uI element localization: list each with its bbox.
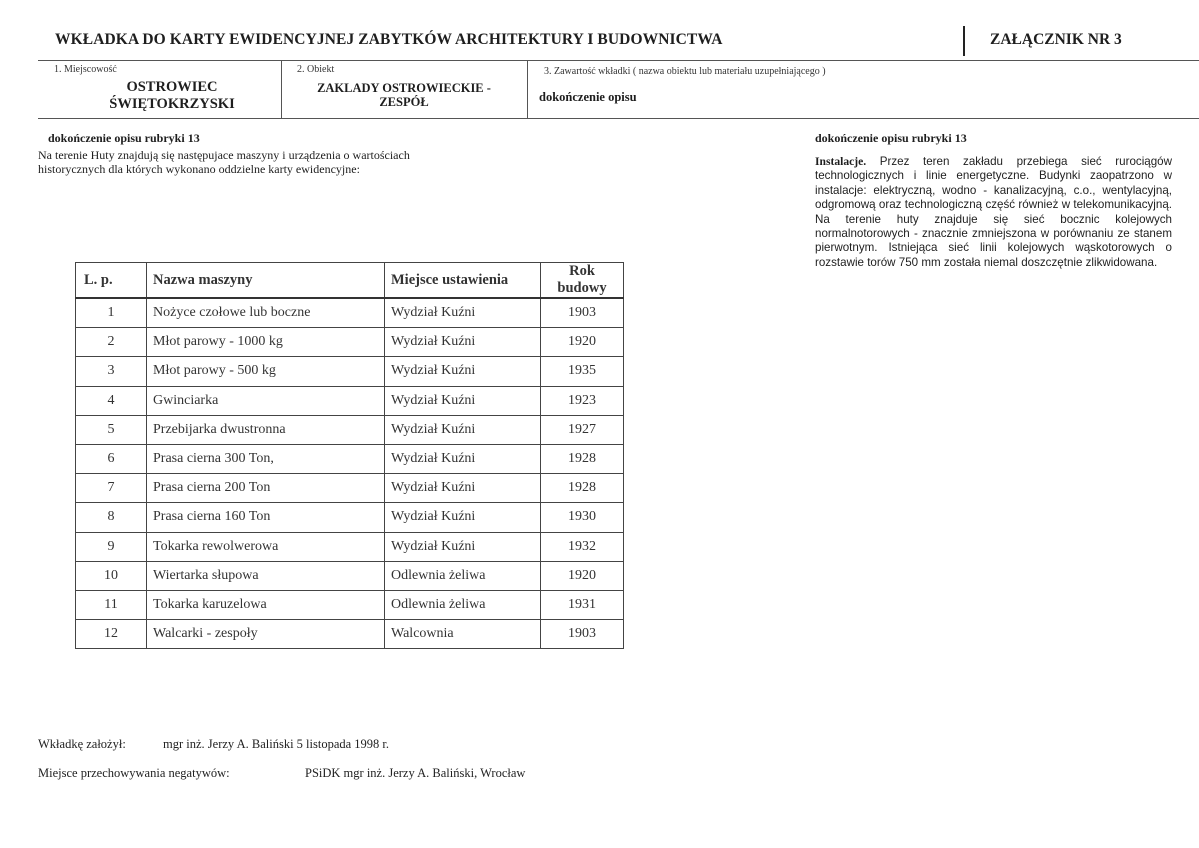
annex-number: ZAŁĄCZNIK NR 3 bbox=[990, 31, 1122, 48]
table-row bbox=[76, 298, 624, 328]
location-label: 1. Miejscowość bbox=[54, 64, 117, 75]
cell-year: 1928 bbox=[541, 444, 624, 473]
cell-lp: 5 bbox=[76, 415, 147, 444]
cell-lp: 1 bbox=[76, 298, 147, 328]
cell-year: 1923 bbox=[541, 386, 624, 415]
table-row bbox=[76, 415, 624, 444]
table-row bbox=[76, 590, 624, 619]
cell-year: 1920 bbox=[541, 328, 624, 357]
cell-place: Wydział Kuźni bbox=[385, 298, 541, 328]
content-label: 3. Zawartość wkładki ( nazwa obiektu lub materiału uzupełniającego ) bbox=[544, 66, 826, 77]
table-row bbox=[76, 474, 624, 503]
table-row bbox=[76, 503, 624, 532]
cell-place: Wydział Kuźni bbox=[385, 386, 541, 415]
cell-place: Wydział Kuźni bbox=[385, 328, 541, 357]
table-row bbox=[76, 532, 624, 561]
cell-place: Odlewnia żeliwa bbox=[385, 590, 541, 619]
object-value bbox=[288, 81, 520, 109]
cell-place: Odlewnia żeliwa bbox=[385, 561, 541, 590]
header-divider bbox=[963, 26, 965, 56]
installations-lead: Instalacje. bbox=[815, 155, 867, 168]
cell-year: 1920 bbox=[541, 561, 624, 590]
left-section-heading: dokończenie opisu rubryki 13 bbox=[48, 131, 200, 145]
column-header-lp: L. p. bbox=[76, 263, 147, 299]
field-divider bbox=[281, 60, 282, 118]
cell-name: Młot parowy - 500 kg bbox=[147, 357, 385, 386]
cell-name: Walcarki - zespoły bbox=[147, 620, 385, 649]
negatives-location-value: PSiDK mgr inż. Jerzy A. Baliński, Wrocław bbox=[305, 766, 526, 780]
table-row bbox=[76, 357, 624, 386]
cell-year: 1935 bbox=[541, 357, 624, 386]
installations-paragraph bbox=[815, 155, 1172, 270]
cell-lp: 7 bbox=[76, 474, 147, 503]
cell-lp: 6 bbox=[76, 444, 147, 473]
object-line-2: ZESPÓŁ bbox=[379, 95, 429, 109]
installations-body: Przez teren zakładu przebiega sieć rurociągów technologicznych i linie energetyczne. Budynki zaopatrzono w instalacje: elektryczną, wodno - kanalizacyjną, c.o., wentylacyjną, odgromową oraz technologiczną część również w telekomunikacyjną. Na terenie huty znajduje się sieć bocznic kolejowych normalnotorowych - znacznie zmniejszona w porównaniu ze stanem pierwotnym. Istniejąca sieć linii kolejowych wąskotorowych o rozstawie torów 750 mm została niemal doszczętnie zlikwidowana. bbox=[815, 155, 1172, 269]
cell-name: Prasa cierna 200 Ton bbox=[147, 474, 385, 503]
right-section-heading: dokończenie opisu rubryki 13 bbox=[815, 131, 967, 145]
cell-lp: 10 bbox=[76, 561, 147, 590]
header-rule bbox=[38, 60, 1199, 61]
cell-place: Wydział Kuźni bbox=[385, 444, 541, 473]
cell-name: Przebijarka dwustronna bbox=[147, 415, 385, 444]
cell-name: Tokarka karuzelowa bbox=[147, 590, 385, 619]
cell-year: 1927 bbox=[541, 415, 624, 444]
cell-year: 1932 bbox=[541, 532, 624, 561]
cell-place: Wydział Kuźni bbox=[385, 415, 541, 444]
table-row bbox=[76, 444, 624, 473]
location-line-2: ŚWIĘTOKRZYSKI bbox=[109, 96, 235, 112]
cell-name: Młot parowy - 1000 kg bbox=[147, 328, 385, 357]
cell-name: Gwinciarka bbox=[147, 386, 385, 415]
cell-place: Wydział Kuźni bbox=[385, 532, 541, 561]
cell-name: Prasa cierna 300 Ton, bbox=[147, 444, 385, 473]
founded-by-label: Wkładkę założył: bbox=[38, 737, 126, 751]
cell-name: Wiertarka słupowa bbox=[147, 561, 385, 590]
cell-year: 1931 bbox=[541, 590, 624, 619]
cell-place: Wydział Kuźni bbox=[385, 503, 541, 532]
intro-paragraph: Na terenie Huty znajdują się następujace maszyny i urządzenia o wartościach historycznych dla których wykonano oddzielne karty ewidencyjne: bbox=[38, 148, 410, 176]
cell-name: Prasa cierna 160 Ton bbox=[147, 503, 385, 532]
column-header-place: Miejsce ustawienia bbox=[385, 263, 541, 299]
negatives-location-label: Miejsce przechowywania negatywów: bbox=[38, 766, 230, 780]
location-line-1: OSTROWIEC bbox=[126, 79, 218, 95]
fields-bottom-rule bbox=[38, 118, 1199, 119]
column-header-year: Rok budowy bbox=[541, 263, 624, 299]
table-row bbox=[76, 328, 624, 357]
column-header-name: Nazwa maszyny bbox=[147, 263, 385, 299]
cell-lp: 3 bbox=[76, 357, 147, 386]
cell-name: Tokarka rewolwerowa bbox=[147, 532, 385, 561]
machines-table bbox=[75, 262, 624, 649]
cell-place: Walcownia bbox=[385, 620, 541, 649]
cell-place: Wydział Kuźni bbox=[385, 474, 541, 503]
founded-by-value: mgr inż. Jerzy A. Baliński 5 listopada 1998 r. bbox=[163, 737, 390, 751]
object-line-1: ZAKLADY OSTROWIECKIE - bbox=[317, 81, 491, 95]
cell-lp: 11 bbox=[76, 590, 147, 619]
cell-year: 1903 bbox=[541, 620, 624, 649]
cell-year: 1928 bbox=[541, 474, 624, 503]
cell-lp: 4 bbox=[76, 386, 147, 415]
table-row bbox=[76, 386, 624, 415]
table-row bbox=[76, 620, 624, 649]
cell-lp: 8 bbox=[76, 503, 147, 532]
cell-name: Nożyce czołowe lub boczne bbox=[147, 298, 385, 328]
table-header-row bbox=[76, 263, 624, 299]
document-title: WKŁADKA DO KARTY EWIDENCYJNEJ ZABYTKÓW ARCHITEKTURY I BUDOWNICTWA bbox=[55, 31, 723, 48]
cell-lp: 2 bbox=[76, 328, 147, 357]
location-value bbox=[82, 79, 262, 113]
table-row bbox=[76, 561, 624, 590]
cell-lp: 12 bbox=[76, 620, 147, 649]
cell-year: 1903 bbox=[541, 298, 624, 328]
content-value: dokończenie opisu bbox=[539, 90, 637, 104]
object-label: 2. Obiekt bbox=[297, 64, 335, 75]
cell-lp: 9 bbox=[76, 532, 147, 561]
cell-year: 1930 bbox=[541, 503, 624, 532]
cell-place: Wydział Kuźni bbox=[385, 357, 541, 386]
field-divider bbox=[527, 60, 528, 118]
